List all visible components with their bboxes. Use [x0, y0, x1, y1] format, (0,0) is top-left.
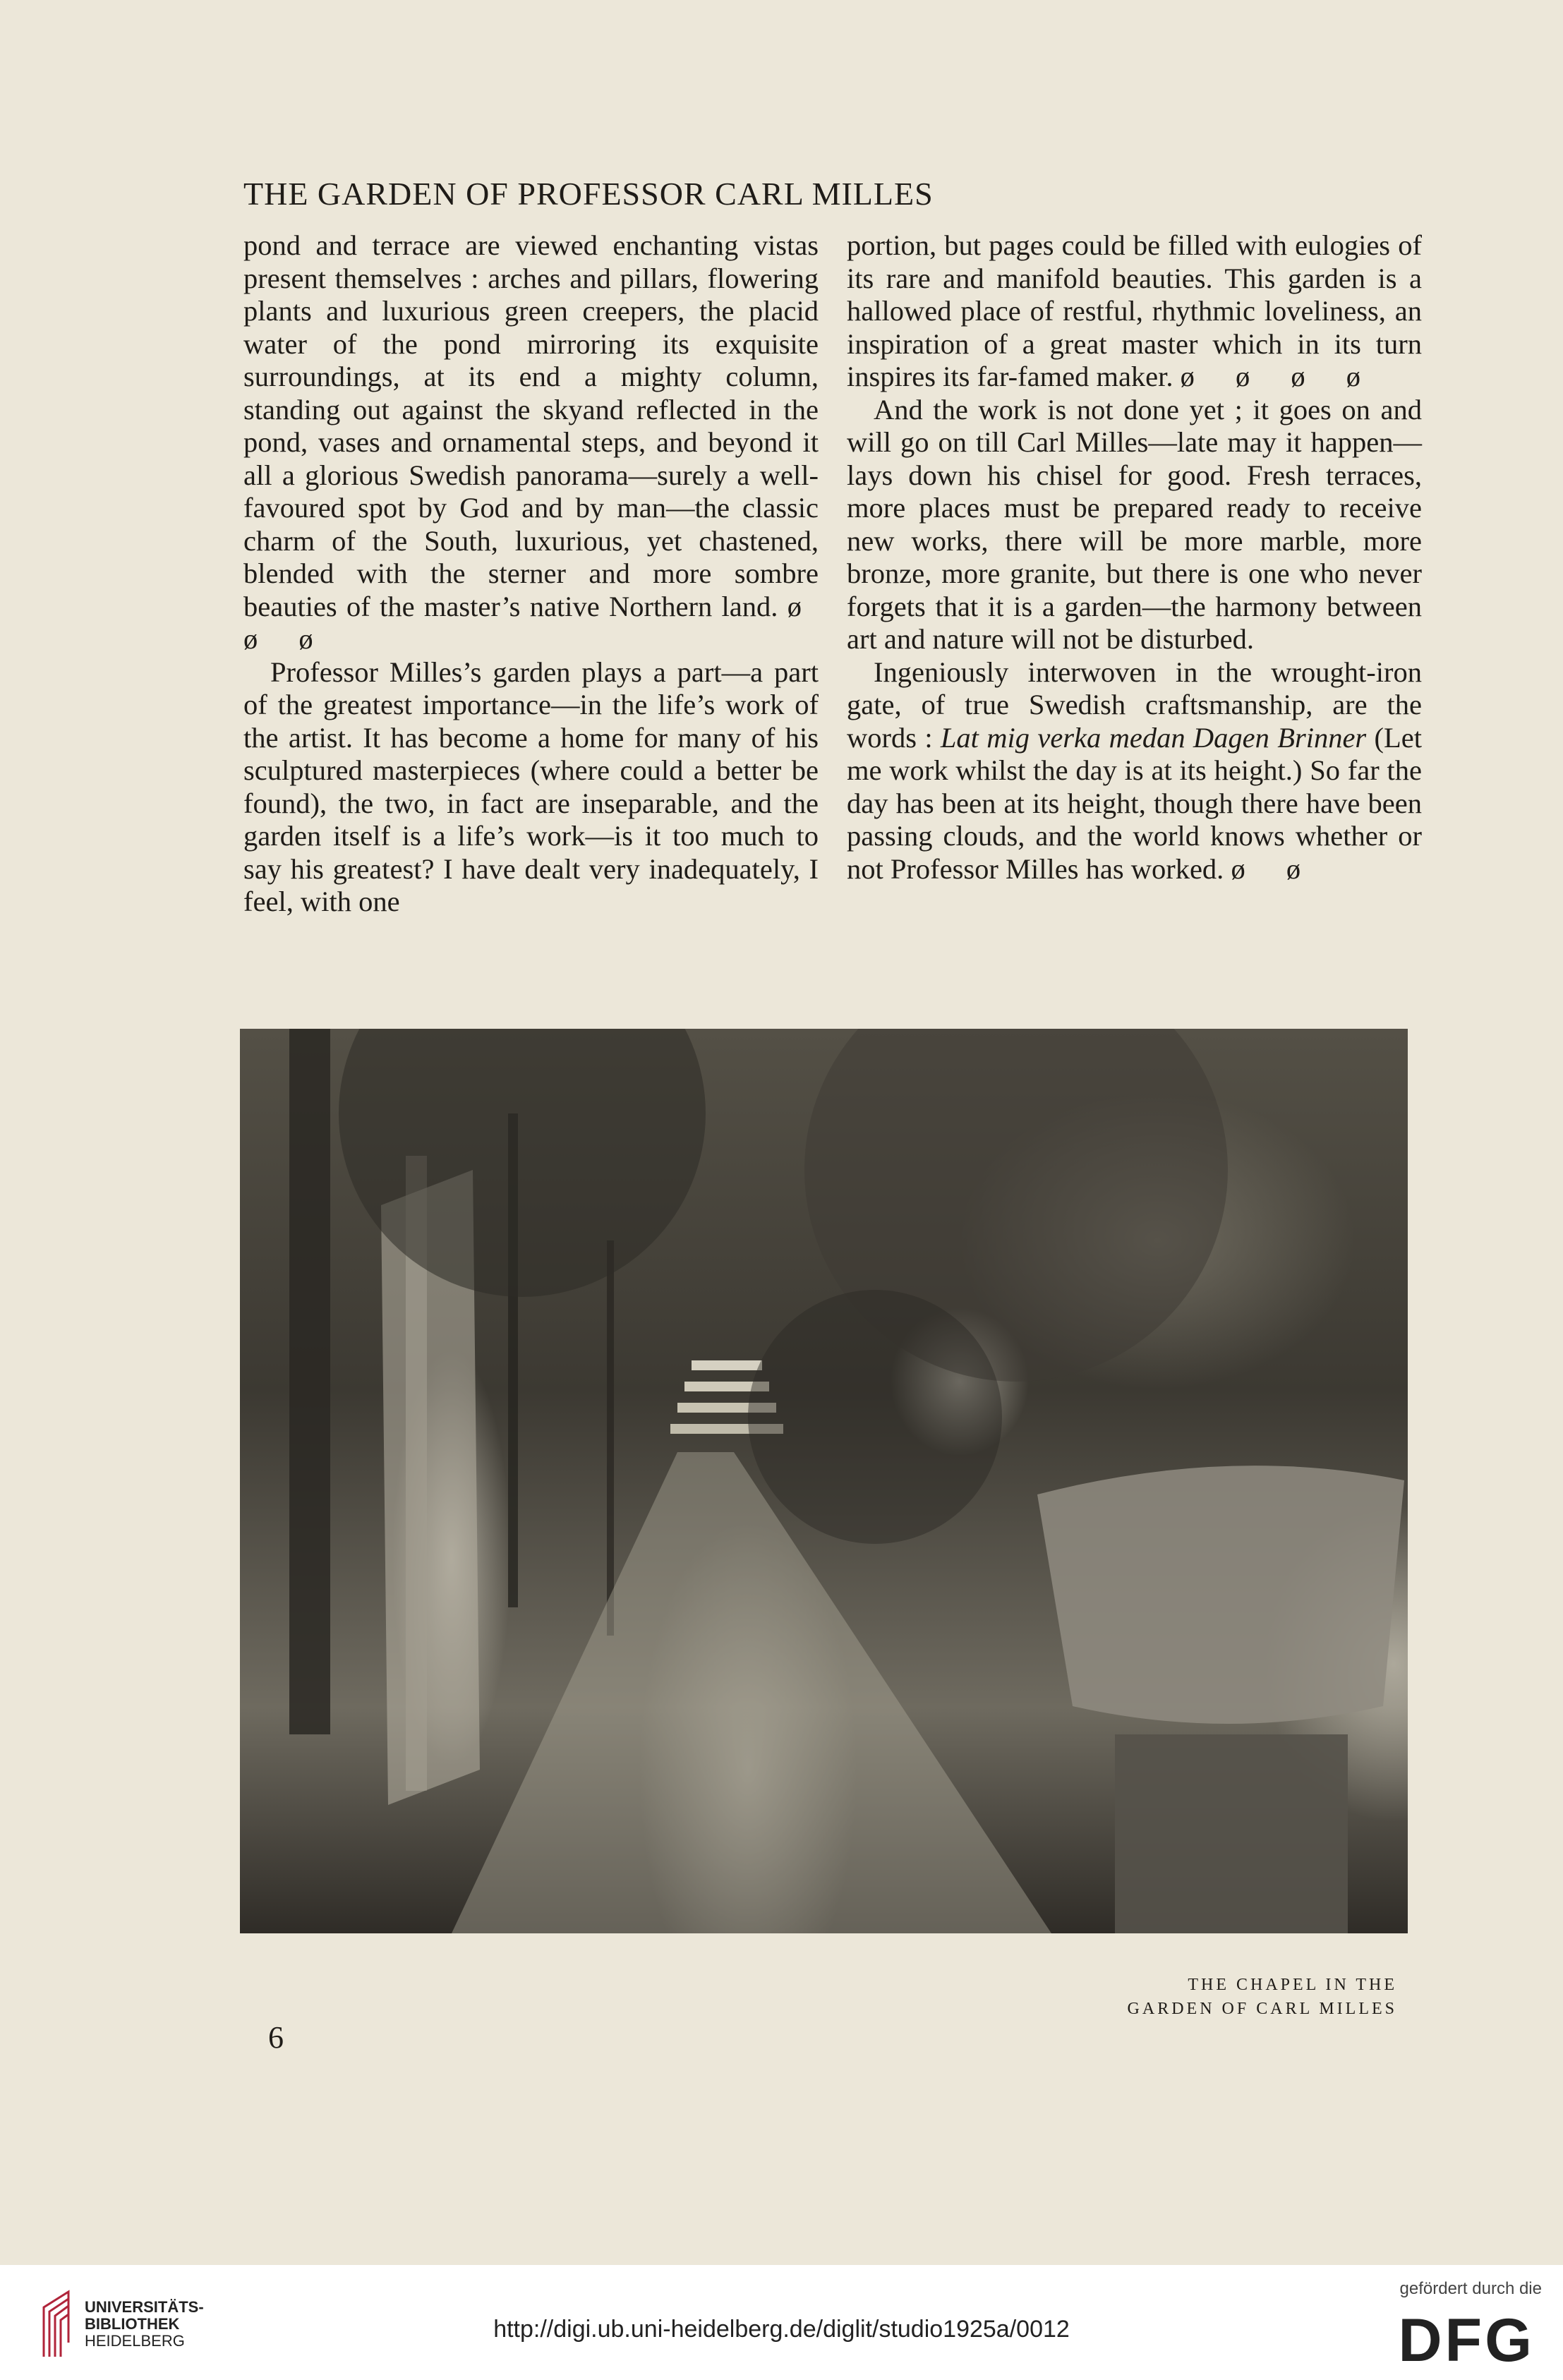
garden-path — [452, 1452, 1051, 1933]
urn-pedestal — [1115, 1734, 1348, 1933]
library-name-line: UNIVERSITÄTS- — [85, 2298, 204, 2316]
caption-line: GARDEN OF CARL MILLES — [1127, 2000, 1397, 2018]
funding-note: gefördert durch die — [1399, 2279, 1542, 2298]
paragraph-text: (Let me work whilst the day is at its height.) So far the day has been at its height, though there have been passing clouds, and the world knows whether or not Professor Milles has worked. — [847, 721, 1422, 885]
text-column-right — [847, 229, 1422, 886]
swedish-motto: Lat mig verka medan Dagen Brinner — [940, 721, 1367, 754]
stone-urn — [1037, 1466, 1404, 1724]
paragraph: And the work is not done yet ; it goes on and will go on till Carl Milles—late may it happen—lays down his chisel for good. Fresh terraces, more places must be prepared ready to receive new works, there will be more marble, more bronze, more granite, but there is one who never forgets that it is a garden—the harmony between art and nature will not be disturbed. — [847, 393, 1422, 655]
text-column-left — [243, 229, 819, 919]
paragraph: Professor Milles’s garden plays a part—a part of the greatest importance—in the life’s work of the artist. It has become a home for many of his sculptured masterpieces (where could a better be found), the two, in fact are inseparable, and the garden itself is a life’s work—is it too much to say his greatest? I have dealt very inadequately, I feel, with one — [243, 656, 819, 917]
tree-trunk — [607, 1240, 614, 1636]
source-url-link[interactable]: http://digi.ub.uni-heidelberg.de/diglit/studio1925a/0012 — [493, 2316, 1070, 2343]
foliage — [748, 1290, 1002, 1544]
photo-illustration — [240, 1029, 1408, 1933]
paragraph-text: Ingeniously interwoven in the wrought-iron gate, of true Swedish craftsmanship, are the words : — [847, 656, 1422, 754]
library-name-line: BIBLIOTHEK — [85, 2315, 180, 2333]
tree-trunk — [289, 1029, 330, 1734]
digitization-footer — [0, 2265, 1563, 2380]
paragraph-text: pond and terrace are viewed enchanting vistas present themselves : arches and pillars, flowering plants and luxurious green creepers, the placid water of the pond mirroring its exquisite surroundings, at its end a mighty column, standing out against the skyand reflected in the pond, vases and ornamental steps, and beyond it all a glorious Swedish panorama—surely a well-favoured spot by God and by man—the classic charm of the South, luxurious, yet chastened, blended with the sterner and more sombre beauties of the master’s native Northern land. — [243, 229, 819, 622]
caption-line: THE CHAPEL IN THE — [1188, 1976, 1397, 1994]
garden-photograph — [240, 1029, 1408, 1933]
paragraph — [847, 229, 1422, 394]
ornament-glyphs: ø ø ø ø — [1180, 361, 1378, 392]
photo-caption — [1087, 1973, 1397, 2021]
paragraph — [243, 229, 819, 656]
running-head: THE GARDEN OF PROFESSOR CARL MILLES — [243, 176, 934, 212]
page-number: 6 — [268, 2020, 284, 2055]
dfg-logo: DFG — [1398, 2307, 1535, 2374]
paragraph-text: portion, but pages could be filled with eulogies of its rare and manifold beauties. This garden is a hallowed place of restful, rhythmic loveliness, an inspiration of a great master which in its turn inspires its far-famed maker. — [847, 229, 1422, 392]
paragraph — [847, 656, 1422, 886]
library-name-line: HEIDELBERG — [85, 2332, 185, 2350]
ornament-glyphs: ø ø — [1231, 852, 1318, 885]
ornament-glyphs: ø ø ø — [243, 590, 819, 655]
